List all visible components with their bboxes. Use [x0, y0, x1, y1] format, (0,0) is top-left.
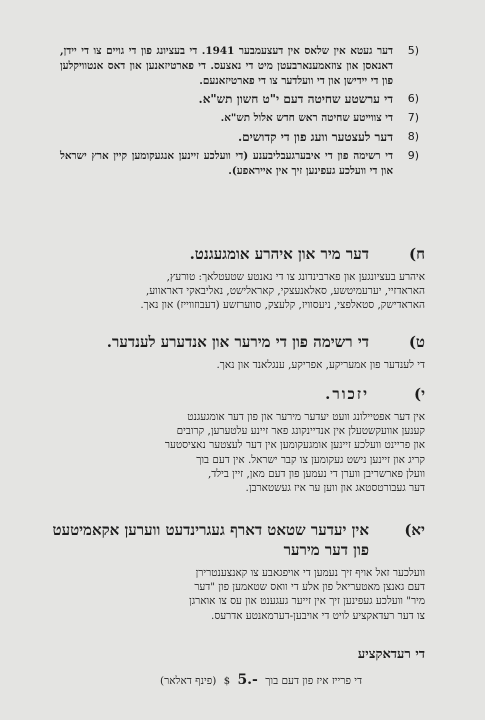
item-number: 9): [407, 148, 419, 162]
section-h: [52, 244, 425, 313]
body-line: דער געבורטסטאג און ווען ער איז געשטארבן.: [245, 482, 425, 495]
section-ya: [52, 520, 425, 623]
list-item: [60, 129, 419, 145]
list-item: [60, 148, 419, 179]
body-line: קענען אוועקשטעלן אין אנדיינקונג פאר זיינע עלטערען, קרובים: [176, 425, 425, 438]
section-y: [52, 384, 425, 495]
body-line: די לענדער פון אמעריקע, אפריקע, ענגלאנד און נאך.: [216, 359, 425, 371]
section-letter: ט): [408, 333, 425, 351]
section-heading: [52, 384, 425, 404]
body-line: דעם גאנצן מאטעריאל פון אלע די וואס שטאמען פון "דער: [194, 581, 425, 594]
item-text: דער געטא אין שלאס אין דעצעמבער 1941. די בעציונג פון די גויים צו די יידן, דאנאסן און צוזאמענארבעטן מיט די נאצעס. די פארטיזאנען און דאס אנטוויקלען פון די יידישן און די וועלדער צו די פארטיזאנעם.: [60, 45, 394, 87]
body-line: און פריינט וועלכע זיינען אומגעקומען אין דער לעצטער נאציסטער: [164, 439, 425, 452]
list-item: [60, 44, 419, 88]
price-line: [160, 672, 362, 688]
body-line: אין דער אפטיילונג וועט יעדער מירער און פון דער אומגעגנט: [187, 411, 425, 423]
section-body: [52, 358, 425, 372]
body-line: מיר" וועלכע געפינען זיך אין זייער געגענט און עס צו אוארגן: [189, 595, 425, 608]
section-body: [52, 270, 425, 313]
price-amount: 5.-: [237, 672, 258, 688]
section-body: [52, 566, 425, 623]
section-heading: [52, 332, 425, 352]
price-label: די פרייז איז פון דעם בוך: [265, 675, 363, 687]
body-line: האראדישק, סטאלפצי, ניעסוויז, קלעצק, סווערזשע (דעבוזווייז) און נאך.: [140, 299, 425, 312]
section-t: [52, 332, 425, 372]
section-title: דער מיר און איהרע אומגעגנט.: [189, 245, 369, 263]
body-line: וועלכער זאל אויף זיך נעמען די אויפגאבע צו קאנצענטרירן: [195, 567, 425, 579]
section-letter: יא): [404, 521, 425, 539]
numbered-list: [60, 44, 419, 178]
body-line: קריג און זיינען נישט געקומען צו קבר ישראל. אין דעם בוך: [196, 453, 425, 466]
section-heading: [52, 520, 425, 560]
price-words: (פינף דאלאר): [160, 675, 217, 687]
item-text: דער לעצטער וועג פון די קדושים.: [237, 129, 393, 144]
list-item: [60, 111, 419, 126]
editorial-signature: די רעדאקציע: [357, 647, 425, 662]
section-heading: [52, 244, 425, 264]
item-text: די צווייטע שחיטה ראש חדש אלול תש"א.: [220, 112, 393, 125]
section-title: די רשימה פון די מירער און אנדערע לענדער.: [106, 333, 369, 351]
section-letter: ח): [409, 245, 425, 263]
item-number: 7): [407, 111, 419, 125]
body-line: איהרע בעציונגען און פארבינדונג צו די נאנטע שטעטלאך: טורעץ,: [166, 271, 425, 283]
item-text: די רשימה פון די איבערגעבליבענע (די וועלכע זיינען אנגעקומען קיין ארץ ישראל און די וועלכע געפינען זיך אין אייראפע).: [60, 149, 393, 177]
item-number: 6): [407, 92, 419, 106]
item-text: די ערשטע שחיטה דעם י"ט חשון תש"א.: [198, 92, 393, 107]
section-title: אין יעדער שטאט דארף געגרינדעט ווערען אקאמיטעט פון דער מירער: [52, 521, 369, 559]
list-item: [60, 92, 419, 107]
section-body: [52, 410, 425, 495]
body-line: צו דער רעדאקציע לויט די אויבען-דערמאנטע אדרעס.: [211, 609, 425, 622]
item-number: 5): [407, 44, 419, 57]
currency-symbol: $: [223, 676, 231, 687]
section-title: יזכור.: [325, 385, 369, 403]
body-line: האראדזיי, יערעמיטשע, סאלאנעצקי, קאראלישט, נאליבאקי דאראווע,: [146, 285, 425, 298]
body-line: וועלן פארשריבן ווערן די נעמען פון דעם מאן, זיין בילד,: [207, 467, 425, 480]
section-letter: י): [413, 385, 425, 403]
item-number: 8): [407, 129, 419, 143]
